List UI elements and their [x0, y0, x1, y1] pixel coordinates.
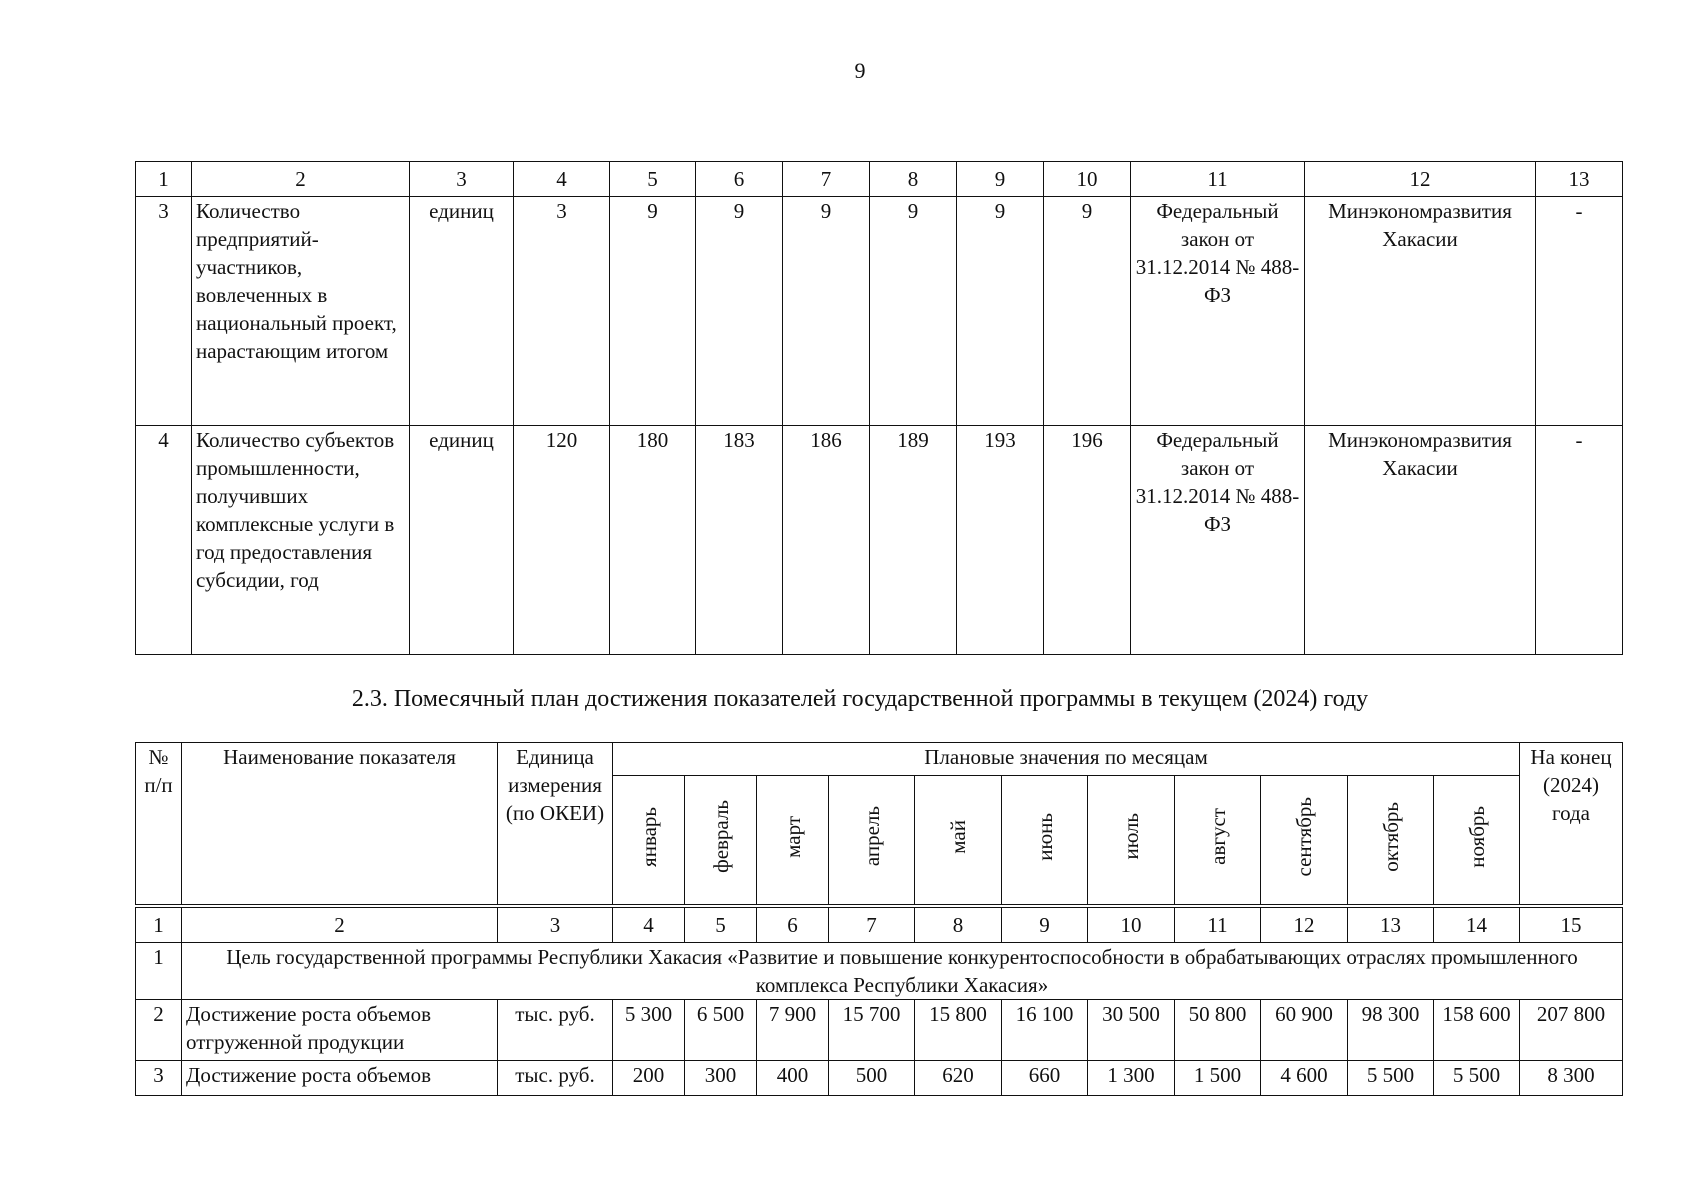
row-number: 1 — [136, 943, 182, 1000]
month-cell — [757, 776, 829, 905]
column-number: 9 — [1002, 908, 1088, 943]
month-cell — [829, 776, 915, 905]
month-cell — [1088, 776, 1175, 905]
note-cell: - — [1536, 197, 1623, 426]
table1-header-cell: 8 — [870, 162, 957, 197]
value-cell: 180 — [610, 426, 696, 655]
value-cell: 193 — [957, 426, 1044, 655]
header-name: Наименование показателя — [182, 743, 498, 905]
month-value: 15 800 — [915, 1000, 1002, 1061]
row-number: 4 — [136, 426, 192, 655]
column-number: 4 — [613, 908, 685, 943]
month-label: ноябрь — [1464, 805, 1489, 868]
law-cell: Федеральный закон от 31.12.2014 № 488-ФЗ — [1131, 197, 1305, 426]
header-unit: Единица измерения (по ОКЕИ) — [498, 743, 613, 905]
month-label: октябрь — [1378, 801, 1403, 872]
month-cell — [685, 776, 757, 905]
table1-header-cell: 5 — [610, 162, 696, 197]
unit-cell: единиц — [410, 426, 514, 655]
indicators-table — [135, 161, 1623, 655]
value-cell: 9 — [610, 197, 696, 426]
year-end-value: 8 300 — [1520, 1061, 1623, 1096]
table1-header-row — [136, 162, 1623, 197]
table-row — [136, 426, 1623, 655]
month-value: 60 900 — [1261, 1000, 1348, 1061]
month-value: 500 — [829, 1061, 915, 1096]
month-value: 158 600 — [1434, 1000, 1520, 1061]
table1-header-cell: 12 — [1305, 162, 1536, 197]
table1-header-cell: 6 — [696, 162, 783, 197]
ministry-cell: Минэкономразвития Хакасии — [1305, 197, 1536, 426]
month-cell — [613, 776, 685, 905]
row-number: 2 — [136, 1000, 182, 1061]
month-label: сентябрь — [1292, 796, 1316, 877]
value-cell: 189 — [870, 426, 957, 655]
year-end-value: 207 800 — [1520, 1000, 1623, 1061]
header-end: На конец (2024) года — [1520, 743, 1623, 905]
month-value: 200 — [613, 1061, 685, 1096]
header-num: № п/п — [136, 743, 182, 905]
indicator-name: Количество предприятий-участников, вовлеченных в национальный проект, нарастающим итогом — [192, 197, 410, 426]
goal-text: Цель государственной программы Республики Хакасия «Развитие и повышение конкурентоспособности в обрабатывающих отраслях промышленного комплекса Республики Хакасия» — [182, 943, 1623, 1000]
unit-cell: тыс. руб. — [498, 1061, 613, 1096]
value-cell: 9 — [870, 197, 957, 426]
table1-header-cell: 2 — [192, 162, 410, 197]
table-row — [136, 1000, 1623, 1061]
unit-cell: тыс. руб. — [498, 1000, 613, 1061]
table1-header-cell: 3 — [410, 162, 514, 197]
month-cell — [1002, 776, 1088, 905]
table1-header-cell: 4 — [514, 162, 610, 197]
month-label: май — [946, 819, 970, 854]
value-cell: 9 — [696, 197, 783, 426]
column-number: 6 — [757, 908, 829, 943]
month-value: 6 500 — [685, 1000, 757, 1061]
month-value: 16 100 — [1002, 1000, 1088, 1061]
note-cell: - — [1536, 426, 1623, 655]
table-row — [136, 197, 1623, 426]
month-label: январь — [636, 806, 661, 867]
column-numbers-row — [136, 908, 1623, 943]
month-label: апрель — [859, 806, 884, 867]
column-number: 3 — [498, 908, 613, 943]
month-value: 98 300 — [1348, 1000, 1434, 1061]
section-title: 2.3. Помесячный план достижения показателей государственной программы в текущем (2024) году — [351, 686, 1369, 712]
month-label: март — [780, 815, 805, 858]
column-number: 1 — [136, 908, 182, 943]
column-number: 11 — [1175, 908, 1261, 943]
table1-header-cell: 11 — [1131, 162, 1305, 197]
column-number: 12 — [1261, 908, 1348, 943]
month-value: 620 — [915, 1061, 1002, 1096]
indicator-name: Достижение роста объемов — [182, 1061, 498, 1096]
month-value: 5 500 — [1348, 1061, 1434, 1096]
page-number: 9 — [854, 58, 866, 83]
month-label: июль — [1119, 813, 1143, 860]
month-cell — [1261, 776, 1348, 905]
table1-header-cell: 1 — [136, 162, 192, 197]
table1-header-cell: 13 — [1536, 162, 1623, 197]
month-value: 30 500 — [1088, 1000, 1175, 1061]
month-value: 300 — [685, 1061, 757, 1096]
month-cell — [1175, 776, 1261, 905]
month-value: 15 700 — [829, 1000, 915, 1061]
goal-row — [136, 943, 1623, 1000]
monthly-plan-table — [135, 742, 1623, 1096]
month-value: 1 300 — [1088, 1061, 1175, 1096]
row-number: 3 — [136, 197, 192, 426]
month-label: июнь — [1032, 812, 1057, 861]
value-cell: 196 — [1044, 426, 1131, 655]
column-number: 2 — [182, 908, 498, 943]
month-value: 5 500 — [1434, 1061, 1520, 1096]
column-number: 7 — [829, 908, 915, 943]
indicator-name: Достижение роста объемов отгруженной продукции — [182, 1000, 498, 1061]
value-cell: 183 — [696, 426, 783, 655]
month-label: август — [1205, 808, 1230, 865]
month-cell — [915, 776, 1002, 905]
month-value: 400 — [757, 1061, 829, 1096]
ministry-cell: Минэкономразвития Хакасии — [1305, 426, 1536, 655]
value-cell: 9 — [783, 197, 870, 426]
table1-header-cell: 10 — [1044, 162, 1131, 197]
month-value: 7 900 — [757, 1000, 829, 1061]
column-number: 14 — [1434, 908, 1520, 943]
value-cell: 9 — [957, 197, 1044, 426]
month-value: 5 300 — [613, 1000, 685, 1061]
column-number: 8 — [915, 908, 1002, 943]
column-number: 13 — [1348, 908, 1434, 943]
month-label: февраль — [708, 800, 733, 873]
table1-header-cell: 7 — [783, 162, 870, 197]
column-number: 10 — [1088, 908, 1175, 943]
month-value: 1 500 — [1175, 1061, 1261, 1096]
value-cell: 186 — [783, 426, 870, 655]
law-cell: Федеральный закон от 31.12.2014 № 488-ФЗ — [1131, 426, 1305, 655]
table2-header-row — [136, 743, 1623, 776]
column-number: 15 — [1520, 908, 1623, 943]
unit-cell: единиц — [410, 197, 514, 426]
value-cell: 3 — [514, 197, 610, 426]
month-value: 50 800 — [1175, 1000, 1261, 1061]
month-value: 660 — [1002, 1061, 1088, 1096]
month-cell — [1348, 776, 1434, 905]
table-row — [136, 1061, 1623, 1096]
header-planned: Плановые значения по месяцам — [613, 743, 1520, 776]
month-cell — [1434, 776, 1520, 905]
value-cell: 120 — [514, 426, 610, 655]
column-number: 5 — [685, 908, 757, 943]
month-value: 4 600 — [1261, 1061, 1348, 1096]
row-number: 3 — [136, 1061, 182, 1096]
indicator-name: Количество субъектов промышленности, получивших комплексные услуги в год предоставления субсидии, год — [192, 426, 410, 655]
value-cell: 9 — [1044, 197, 1131, 426]
table1-header-cell: 9 — [957, 162, 1044, 197]
